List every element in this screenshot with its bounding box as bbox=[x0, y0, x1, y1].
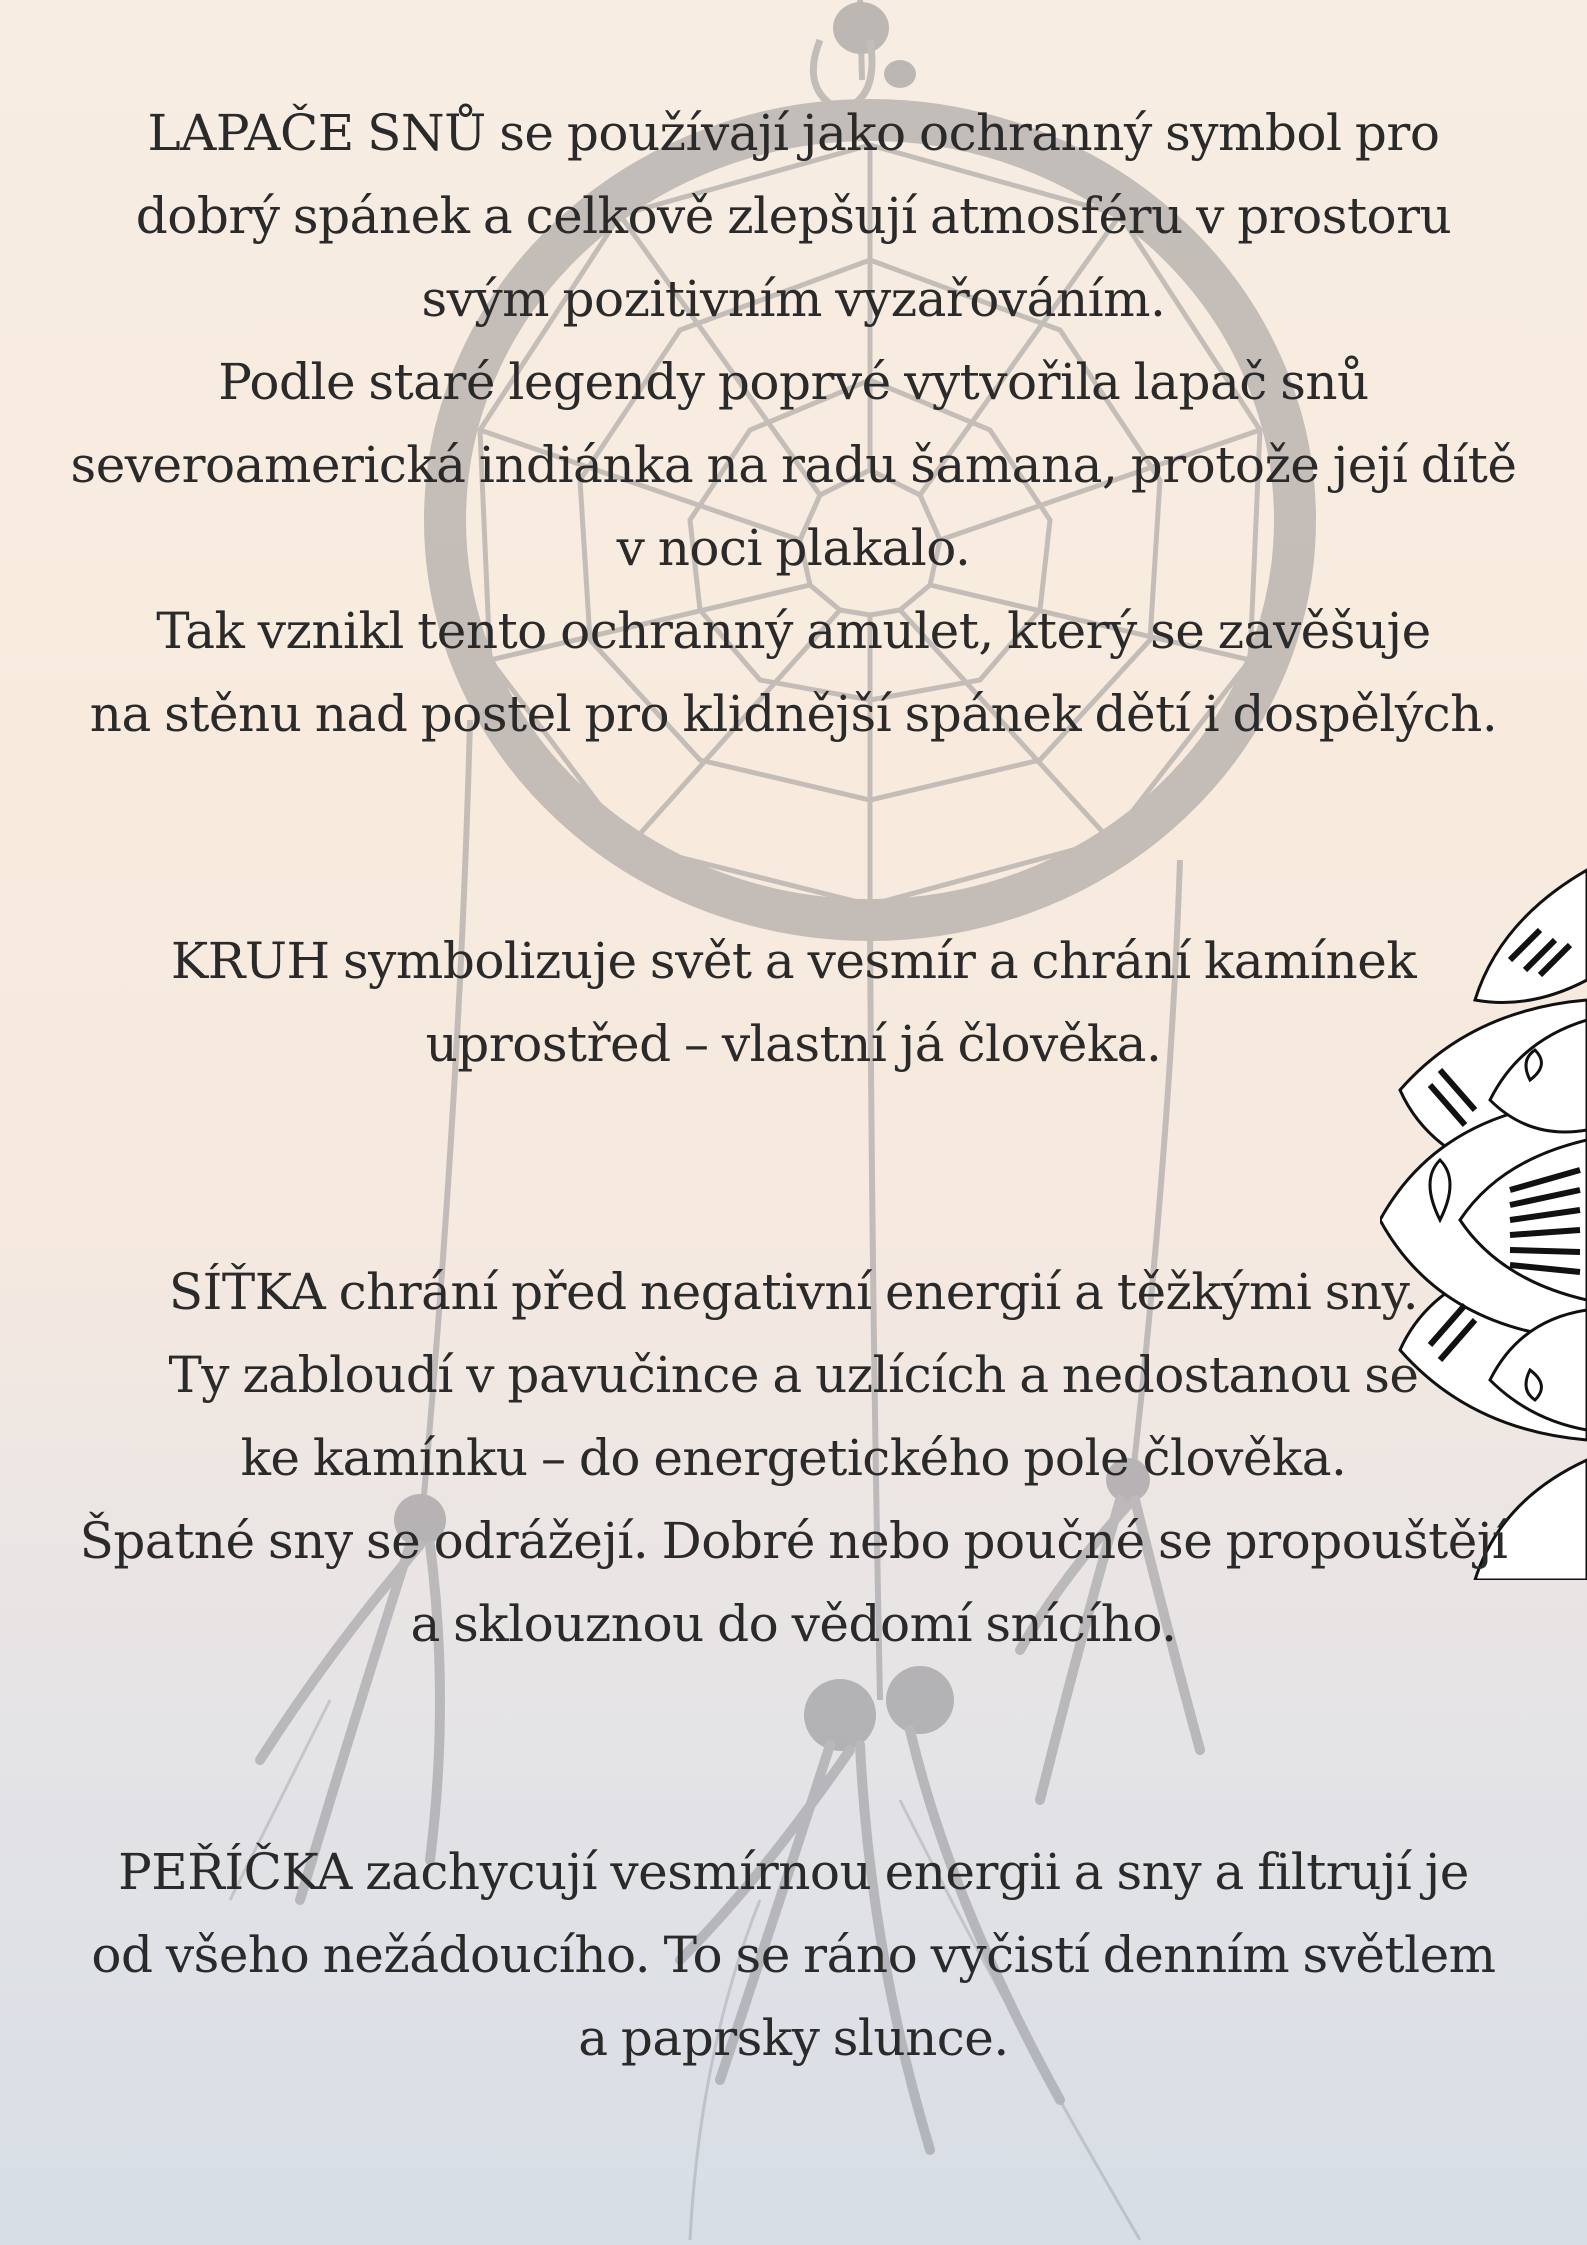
text-line: dobrý spánek a celkově zlepšují atmosféru v prostoru bbox=[135, 187, 1452, 245]
paragraph-kruh bbox=[0, 920, 1587, 1086]
text-line: severoamerická indiánka na radu šamana, protože její dítě bbox=[70, 436, 1517, 494]
text-line: a sklouznou do vědomí snícího. bbox=[410, 1595, 1177, 1653]
text-line: Ty zabloudí v pavučince a uzlících a nedostanou se bbox=[168, 1346, 1419, 1404]
text-line: a paprsky slunce. bbox=[578, 2009, 1009, 2067]
paragraph-pericka bbox=[0, 1831, 1587, 2080]
text-line: KRUH symbolizuje svět a vesmír a chrání kamínek bbox=[170, 932, 1417, 990]
text-line: ke kamínku – do energetického pole člověka. bbox=[240, 1429, 1347, 1487]
text-line: LAPAČE SNŮ se používají jako ochranný symbol pro bbox=[147, 104, 1440, 162]
paragraph-lapace-snu bbox=[0, 92, 1587, 756]
text-line: Tak vznikl tento ochranný amulet, který se zavěšuje bbox=[156, 602, 1431, 660]
text-line: Špatné sny se odrážejí. Dobré nebo poučné se propouštějí bbox=[79, 1512, 1508, 1570]
text-line: SÍŤKA chrání před negativní energií a těžkými sny. bbox=[168, 1263, 1419, 1321]
text-line: Podle staré legendy poprvé vytvořila lapač snů bbox=[218, 353, 1369, 411]
text-line: v noci plakalo. bbox=[616, 519, 971, 577]
text-line: na stěnu nad postel pro klidnější spánek dětí i dospělých. bbox=[89, 685, 1498, 743]
paragraph-sitka bbox=[0, 1251, 1587, 1666]
text-line: svým pozitivním vyzařováním. bbox=[421, 270, 1166, 328]
text-line: PEŘÍČKA zachycují vesmírnou energii a sny a filtrují je bbox=[118, 1843, 1469, 1901]
text-line: od všeho nežádoucího. To se ráno vyčistí denním světlem bbox=[91, 1926, 1496, 1984]
text-line: uprostřed – vlastní já člověka. bbox=[425, 1015, 1162, 1073]
